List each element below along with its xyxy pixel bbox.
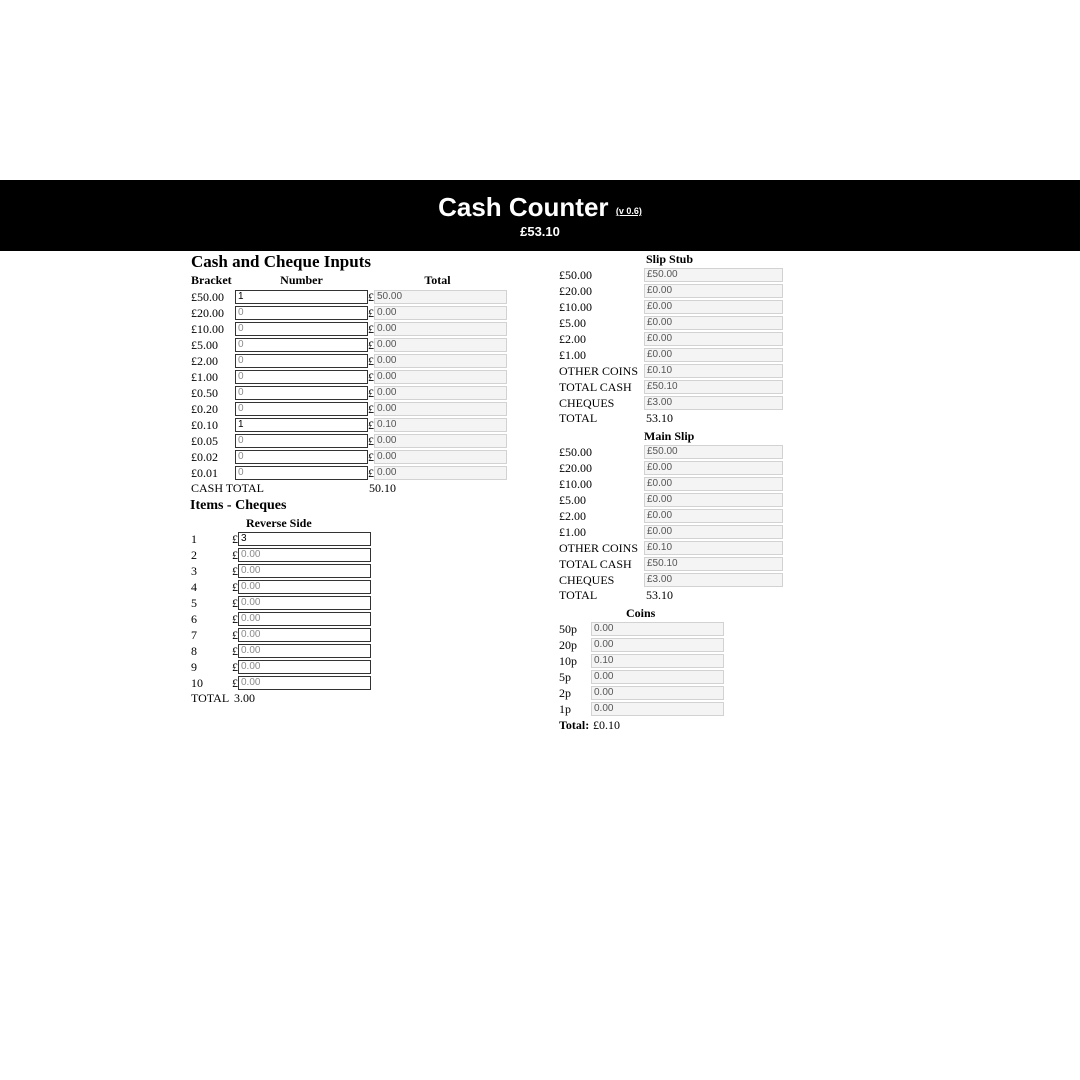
main-slip-value-field: £0.10	[644, 541, 783, 555]
bracket-number-input[interactable]: 0	[235, 434, 368, 448]
cheque-row	[191, 627, 376, 643]
currency-symbol: £	[232, 644, 238, 658]
cheque-index: 8	[191, 644, 197, 658]
bracket-number-input[interactable]: 0	[235, 386, 368, 400]
col-header-total: Total	[424, 273, 451, 287]
cheque-index: 3	[191, 564, 197, 578]
cash-total-label: CASH TOTAL	[191, 481, 264, 495]
coins-total-value: £0.10	[593, 718, 620, 732]
cheques-total-label: TOTAL	[191, 691, 230, 705]
bracket-label: £50.00	[191, 290, 224, 304]
bracket-total-field: 0.00	[374, 370, 507, 384]
bracket-number-input[interactable]: 1	[235, 290, 368, 304]
cheque-row	[191, 675, 376, 691]
main-slip-label: £5.00	[559, 493, 586, 507]
coin-value-field: 0.00	[591, 702, 724, 716]
bracket-number-input[interactable]: 0	[235, 370, 368, 384]
cheque-index: 10	[191, 676, 203, 690]
bracket-label: £2.00	[191, 354, 218, 368]
slip-stub-label: TOTAL CASH	[559, 380, 632, 394]
bracket-total-field: 0.00	[374, 386, 507, 400]
bracket-row	[191, 353, 511, 369]
bracket-total-field: 0.00	[374, 434, 507, 448]
bracket-row	[191, 305, 511, 321]
slip-stub-row	[559, 315, 789, 331]
bracket-row	[191, 385, 511, 401]
coins-total-label: Total:	[559, 718, 590, 732]
currency-symbol: £	[368, 370, 374, 384]
grand-total: £53.10	[520, 224, 560, 239]
main-slip-row	[559, 492, 789, 508]
currency-symbol: £	[368, 434, 374, 448]
main-slip-value-field: £0.00	[644, 493, 783, 507]
slip-stub-label: £50.00	[559, 268, 592, 282]
slip-stub-total-value: 53.10	[646, 411, 673, 425]
coin-row	[559, 685, 729, 701]
bracket-row	[191, 289, 511, 305]
bracket-label: £5.00	[191, 338, 218, 352]
coin-row	[559, 669, 729, 685]
currency-symbol: £	[232, 660, 238, 674]
bracket-total-field: 50.00	[374, 290, 507, 304]
cheque-amount-input[interactable]: 0.00	[238, 660, 371, 674]
coin-row	[559, 621, 729, 637]
main-slip-row	[559, 572, 789, 588]
bracket-number-input[interactable]: 0	[235, 354, 368, 368]
bracket-total-field: 0.00	[374, 306, 507, 320]
cheque-row	[191, 579, 376, 595]
version-link[interactable]: (v 0.6)	[615, 206, 642, 216]
coin-value-field: 0.00	[591, 638, 724, 652]
coin-value-field: 0.00	[591, 670, 724, 684]
slip-stub-value-field: £0.10	[644, 364, 783, 378]
cheque-row	[191, 595, 376, 611]
slip-stub-value-field: £0.00	[644, 332, 783, 346]
cheque-amount-input[interactable]: 0.00	[238, 612, 371, 626]
main-slip-row	[559, 556, 789, 572]
cheques-total-value: 3.00	[234, 691, 255, 705]
slip-stub-value-field: £0.00	[644, 284, 783, 298]
main-slip-value-field: £3.00	[644, 573, 783, 587]
cheque-index: 2	[191, 548, 197, 562]
main-slip-label: £1.00	[559, 525, 586, 539]
bracket-total-field: 0.00	[374, 466, 507, 480]
coins-heading: Coins	[626, 606, 656, 620]
bracket-total-field: 0.00	[374, 450, 507, 464]
cheque-index: 5	[191, 596, 197, 610]
coin-label: 1p	[559, 702, 571, 716]
bracket-label: £0.20	[191, 402, 218, 416]
app-title: Cash Counter	[438, 192, 609, 222]
currency-symbol: £	[232, 564, 238, 578]
main-slip-label: £10.00	[559, 477, 592, 491]
cheque-amount-input[interactable]: 0.00	[238, 676, 371, 690]
currency-symbol: £	[232, 596, 238, 610]
cheque-row	[191, 563, 376, 579]
cheque-index: 4	[191, 580, 197, 594]
bracket-total-field: 0.10	[374, 418, 507, 432]
coin-row	[559, 637, 729, 653]
currency-symbol: £	[368, 322, 374, 336]
slip-stub-label: £2.00	[559, 332, 586, 346]
cheque-amount-input[interactable]: 0.00	[238, 564, 371, 578]
main-slip-value-field: £50.10	[644, 557, 783, 571]
main-slip-label: £50.00	[559, 445, 592, 459]
bracket-row	[191, 417, 511, 433]
currency-symbol: £	[368, 306, 374, 320]
cheque-row	[191, 643, 376, 659]
cheque-index: 9	[191, 660, 197, 674]
coin-value-field: 0.10	[591, 654, 724, 668]
slip-stub-value-field: £50.10	[644, 380, 783, 394]
main-slip-value-field: £0.00	[644, 477, 783, 491]
slip-stub-heading: Slip Stub	[646, 252, 694, 266]
col-header-bracket: Bracket	[191, 273, 232, 287]
currency-symbol: £	[232, 612, 238, 626]
slip-stub-value-field: £0.00	[644, 316, 783, 330]
slip-stub-value-field: £3.00	[644, 396, 783, 410]
bracket-label: £0.50	[191, 386, 218, 400]
cheque-amount-input[interactable]: 0.00	[238, 644, 371, 658]
currency-symbol: £	[232, 548, 238, 562]
col-header-number: Number	[280, 273, 323, 287]
cheque-row	[191, 547, 376, 563]
cheque-index: 1	[191, 532, 197, 546]
main-slip-value-field: £0.00	[644, 509, 783, 523]
bracket-row	[191, 449, 511, 465]
coin-label: 10p	[559, 654, 577, 668]
cheque-amount-input[interactable]: 0.00	[238, 628, 371, 642]
bracket-number-input[interactable]: 0	[235, 466, 368, 480]
cheque-amount-input[interactable]: 0.00	[238, 580, 371, 594]
bracket-row	[191, 401, 511, 417]
bracket-total-field: 0.00	[374, 322, 507, 336]
cheque-row	[191, 531, 376, 547]
coin-label: 2p	[559, 686, 571, 700]
bracket-label: £1.00	[191, 370, 218, 384]
currency-symbol: £	[368, 386, 374, 400]
bracket-label: £0.02	[191, 450, 218, 464]
cheques-heading: Items - Cheques	[190, 498, 287, 513]
coin-label: 5p	[559, 670, 571, 684]
currency-symbol: £	[368, 354, 374, 368]
main-slip-row	[559, 508, 789, 524]
main-slip-label: TOTAL CASH	[559, 557, 632, 571]
slip-stub-row	[559, 363, 789, 379]
bracket-number-input[interactable]: 0	[235, 322, 368, 336]
bracket-number-input[interactable]: 1	[235, 418, 368, 432]
slip-stub-label: £5.00	[559, 316, 586, 330]
bracket-row	[191, 369, 511, 385]
bracket-row	[191, 321, 511, 337]
slip-stub-label: OTHER COINS	[559, 364, 639, 378]
currency-symbol: £	[368, 338, 374, 352]
currency-symbol: £	[232, 628, 238, 642]
bracket-total-field: 0.00	[374, 338, 507, 352]
cash-inputs-heading: Cash and Cheque Inputs	[191, 252, 371, 271]
slip-stub-label: CHEQUES	[559, 396, 615, 410]
main-slip-value-field: £0.00	[644, 461, 783, 475]
slip-stub-total-label: TOTAL	[559, 411, 598, 425]
cheque-row	[191, 611, 376, 627]
app-header	[0, 180, 1080, 251]
currency-symbol: £	[368, 466, 374, 480]
cheque-row	[191, 659, 376, 675]
currency-symbol: £	[368, 450, 374, 464]
currency-symbol: £	[368, 418, 374, 432]
slip-stub-row	[559, 379, 789, 395]
slip-stub-row	[559, 395, 789, 411]
slip-stub-row	[559, 267, 789, 283]
main-slip-value-field: £0.00	[644, 525, 783, 539]
main-slip-value-field: £50.00	[644, 445, 783, 459]
main-slip-row	[559, 444, 789, 460]
coin-label: 50p	[559, 622, 577, 636]
cash-total-value: 50.10	[369, 481, 396, 495]
main-slip-total-label: TOTAL	[559, 588, 598, 602]
bracket-row	[191, 433, 511, 449]
slip-stub-row	[559, 331, 789, 347]
currency-symbol: £	[232, 580, 238, 594]
bracket-label: £0.01	[191, 466, 218, 480]
slip-stub-label: £1.00	[559, 348, 586, 362]
slip-stub-row	[559, 347, 789, 363]
currency-symbol: £	[232, 532, 238, 546]
slip-stub-value-field: £50.00	[644, 268, 783, 282]
main-slip-row	[559, 460, 789, 476]
slip-stub-row	[559, 299, 789, 315]
coin-row	[559, 701, 729, 717]
currency-symbol: £	[232, 676, 238, 690]
bracket-label: £0.10	[191, 418, 218, 432]
bracket-total-field: 0.00	[374, 402, 507, 416]
slip-stub-value-field: £0.00	[644, 300, 783, 314]
main-slip-label: OTHER COINS	[559, 541, 639, 555]
cheque-index: 6	[191, 612, 197, 626]
bracket-number-input[interactable]: 0	[235, 450, 368, 464]
main-slip-label: £2.00	[559, 509, 586, 523]
bracket-number-input[interactable]: 0	[235, 306, 368, 320]
main-slip-row	[559, 540, 789, 556]
main-slip-total-value: 53.10	[646, 588, 673, 602]
main-slip-label: CHEQUES	[559, 573, 615, 587]
coin-value-field: 0.00	[591, 622, 724, 636]
bracket-number-input[interactable]: 0	[235, 402, 368, 416]
slip-stub-value-field: £0.00	[644, 348, 783, 362]
main-slip-row	[559, 476, 789, 492]
slip-stub-row	[559, 283, 789, 299]
slip-stub-label: £20.00	[559, 284, 592, 298]
coin-value-field: 0.00	[591, 686, 724, 700]
coin-row	[559, 653, 729, 669]
main-slip-label: £20.00	[559, 461, 592, 475]
bracket-total-field: 0.00	[374, 354, 507, 368]
cheques-subheading: Reverse Side	[246, 516, 312, 530]
slip-stub-label: £10.00	[559, 300, 592, 314]
cheque-amount-input[interactable]: 0.00	[238, 596, 371, 610]
main-slip-heading: Main Slip	[644, 429, 695, 443]
bracket-label: £0.05	[191, 434, 218, 448]
bracket-label: £20.00	[191, 306, 224, 320]
bracket-row	[191, 465, 511, 481]
bracket-row	[191, 337, 511, 353]
main-slip-row	[559, 524, 789, 540]
cheque-amount-input[interactable]: 0.00	[238, 548, 371, 562]
bracket-label: £10.00	[191, 322, 224, 336]
bracket-number-input[interactable]: 0	[235, 338, 368, 352]
coin-label: 20p	[559, 638, 577, 652]
currency-symbol: £	[368, 290, 374, 304]
cheque-amount-input[interactable]: 3	[238, 532, 371, 546]
currency-symbol: £	[368, 402, 374, 416]
cheque-index: 7	[191, 628, 197, 642]
